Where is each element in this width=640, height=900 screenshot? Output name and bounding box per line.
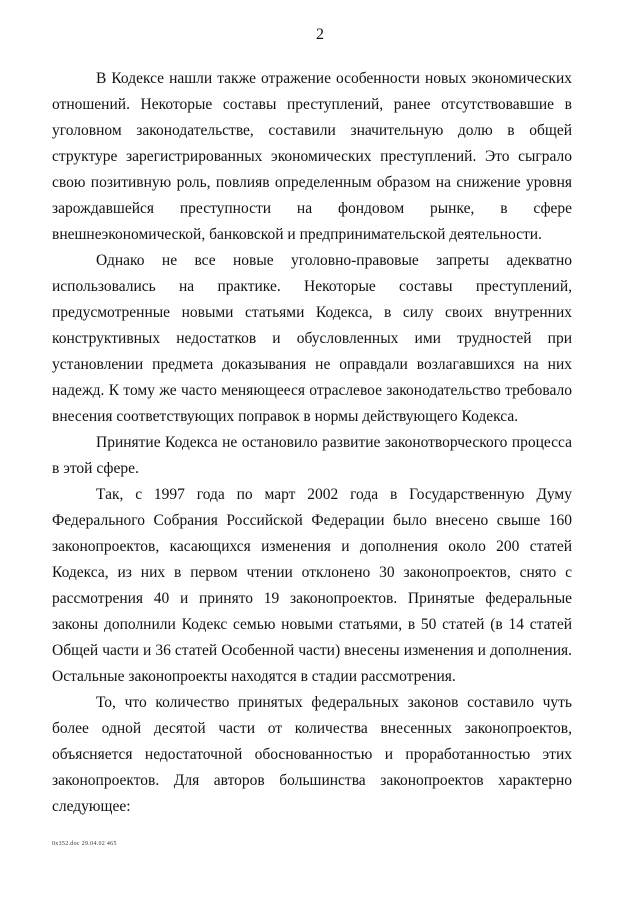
page-number: 2: [316, 26, 324, 43]
paragraph-new-prohibitions: Однако не все новые уголовно-правовые запреты адекватно использовались на практике. Некоторые составы преступлений, предусмотренные новыми статьями Кодекса, в силу своих внутренних конструктивных недостатков и обусловленных ими трудностей при установлении предмета доказывания не оправдали возлагавшихся на них надежд. К тому же часто меняющееся отраслевое законодательство требовало внесения соответствующих поправок в нормы действующего Кодекса.: [52, 252, 572, 425]
paragraph-lawmaking-process: Принятие Кодекса не остановило развитие законотворческого процесса в этой сфере.: [52, 434, 572, 477]
paragraph-bill-quality: То, что количество принятых федеральных законов составило чуть более одной десятой части от количества внесенных законопроектов, объясняется недостаточной обоснованностью и проработанностью этих законопроектов. Для авторов большинства законопроектов характерно следующее:: [52, 694, 572, 815]
paragraph-economic-relations: В Кодексе нашли также отражение особенности новых экономических отношений. Некоторые составы преступлений, ранее отсутствовавшие в уголовном законодательстве, составили значительную долю в общей структуре зарегистрированных экономических преступлений. Это сыграло свою позитивную роль, повлияв определенным образом на снижение уровня зарождавшейся преступности на фондовом рынке, в сфере внешнеэкономической, банковской и предпринимательской деятельности.: [52, 70, 572, 243]
footer-file-code: 0x352.doc 29.04.02 465: [52, 841, 117, 847]
paragraph-bill-statistics: Так, с 1997 года по март 2002 года в Государственную Думу Федерального Собрания Российской Федерации было внесено свыше 160 законопроектов, касающихся изменения и дополнения около 200 статей Кодекса, из них в первом чтении отклонено 30 законопроектов, снято с рассмотрения 40 и принято 19 законопроектов. Принятые федеральные законы дополнили Кодекс семью новыми статьями, в 50 статей (в 14 статей Общей части и 36 статей Особенной части) внесены изменения и дополнения. Остальные законопроекты находятся в стадии рассмотрения.: [52, 486, 572, 685]
document-body: [52, 66, 572, 820]
